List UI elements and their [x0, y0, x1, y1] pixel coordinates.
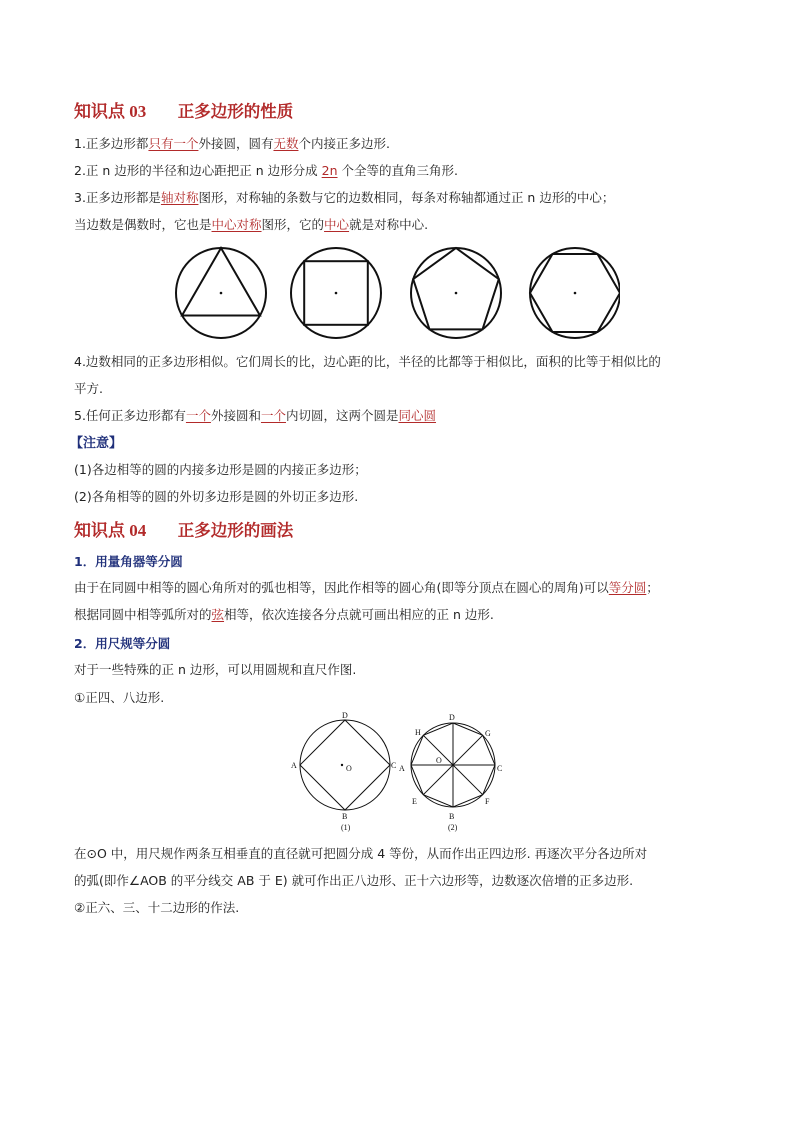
note-2: (2)各角相等的圆的外切多边形是圆的外切正多边形.: [74, 489, 359, 504]
text: 个全等的直角三角形.: [337, 163, 458, 178]
text: 相等，依次连接各分点就可画出相应的正 n 边形.: [224, 607, 494, 622]
construction-figure: [285, 708, 510, 836]
note-label: 【注意】: [70, 436, 123, 451]
method-2-case-1: ①正四、八边形.: [74, 690, 165, 705]
section-04-label: 知识点 04: [74, 521, 147, 540]
section-04-title: 正多边形的画法: [177, 521, 294, 540]
label-B: B: [449, 812, 455, 821]
label-O: O: [346, 764, 352, 773]
center-dot: [455, 292, 458, 295]
inscribed-polygons-figure: [170, 246, 620, 342]
circle-fig1: [300, 720, 390, 810]
text: 当边数是偶数时，它也是: [74, 217, 212, 232]
label-F: F: [485, 797, 490, 806]
text: ；: [646, 580, 659, 595]
label-H: H: [415, 728, 421, 737]
caption-1: (1): [341, 823, 351, 832]
property-3b: [74, 215, 428, 233]
center-dot: [335, 292, 338, 295]
subheading-compass: 2．用尺规等分圆: [74, 636, 171, 651]
note-1: (1)各边相等的圆的内接多边形是圆的内接正多边形；: [74, 462, 367, 477]
text: 2.正 n 边形的半径和边心距把正 n 边形分成: [74, 163, 322, 178]
key-term: 轴对称: [160, 190, 199, 205]
key-term: 同心圆: [398, 408, 437, 423]
method-1-line-2: [74, 605, 494, 623]
text: 外接圆，圆有: [198, 136, 274, 151]
label-O: O: [436, 756, 442, 765]
text: 1.正多边形都: [74, 136, 149, 151]
label-A: A: [291, 761, 297, 770]
method-2-line-2: 的弧(即作∠AOB 的平分线交 AB 于 E) 就可作出正八边形、正十六边形等，边数逐次倍增的正多边形.: [74, 873, 634, 888]
key-term: 弦: [211, 607, 225, 622]
key-term: 中心: [324, 217, 350, 232]
label-D: D: [449, 713, 455, 722]
property-4b: 平方.: [74, 381, 103, 396]
caption-2: (2): [448, 823, 458, 832]
label-B: B: [342, 812, 348, 821]
key-term: 一个: [185, 408, 211, 423]
key-term: 中心对称: [211, 217, 262, 232]
text: 内切圆，这两个圆是: [285, 408, 399, 423]
text: 根据同圆中相等弧所对的: [74, 607, 212, 622]
text: 图形，对称轴的条数与它的边数相同，每条对称轴都通过正 n 边形的中心；: [198, 190, 615, 205]
center-dot: [574, 292, 577, 295]
property-1: [74, 134, 390, 152]
method-2-line-1: 在⊙O 中，用尺规作两条互相垂直的直径就可把圆分成 4 等份，从而作出正四边形. 再逐次平分各边所对: [74, 846, 648, 861]
property-3: [74, 188, 614, 206]
property-5: [74, 406, 436, 424]
key-term: 2n: [321, 163, 338, 178]
label-E: E: [412, 797, 417, 806]
text: 外接圆和: [210, 408, 261, 423]
subheading-protractor: 1．用量角器等分圆: [74, 554, 183, 569]
label-C: C: [497, 764, 503, 773]
key-term: 无数: [273, 136, 299, 151]
section-04-heading: [74, 516, 293, 541]
section-03-label: 知识点 03: [74, 102, 147, 121]
section-03-heading: [74, 97, 293, 122]
method-1-line-1: [74, 578, 659, 596]
label-D: D: [342, 711, 348, 720]
property-4: 4.边数相同的正多边形相似。它们周长的比，边心距的比，半径的比都等于相似比，面积的比等于相似比的: [74, 354, 661, 369]
center-dot: [341, 764, 343, 766]
key-term: 等分圆: [608, 580, 647, 595]
method-2-intro: 对于一些特殊的正 n 边形，可以用圆规和直尺作图.: [74, 662, 357, 677]
text: 个内接正多边形.: [298, 136, 390, 151]
method-2-case-2: ②正六、三、十二边形的作法.: [74, 900, 240, 915]
text: 3.正多边形都是: [74, 190, 161, 205]
label-G: G: [485, 729, 491, 738]
text: 5.任何正多边形都有: [74, 408, 186, 423]
key-term: 只有一个: [148, 136, 199, 151]
label-C: C: [391, 761, 397, 770]
text: 由于在同圆中相等的圆心角所对的弧也相等，因此作相等的圆心角(即等分顶点在圆心的周角)可以: [74, 580, 609, 595]
text: 就是对称中心.: [349, 217, 429, 232]
center-dot: [220, 292, 223, 295]
label-A: A: [399, 764, 405, 773]
property-2: [74, 161, 458, 179]
section-03-title: 正多边形的性质: [177, 102, 294, 121]
key-term: 一个: [260, 408, 286, 423]
text: 图形，它的: [261, 217, 325, 232]
